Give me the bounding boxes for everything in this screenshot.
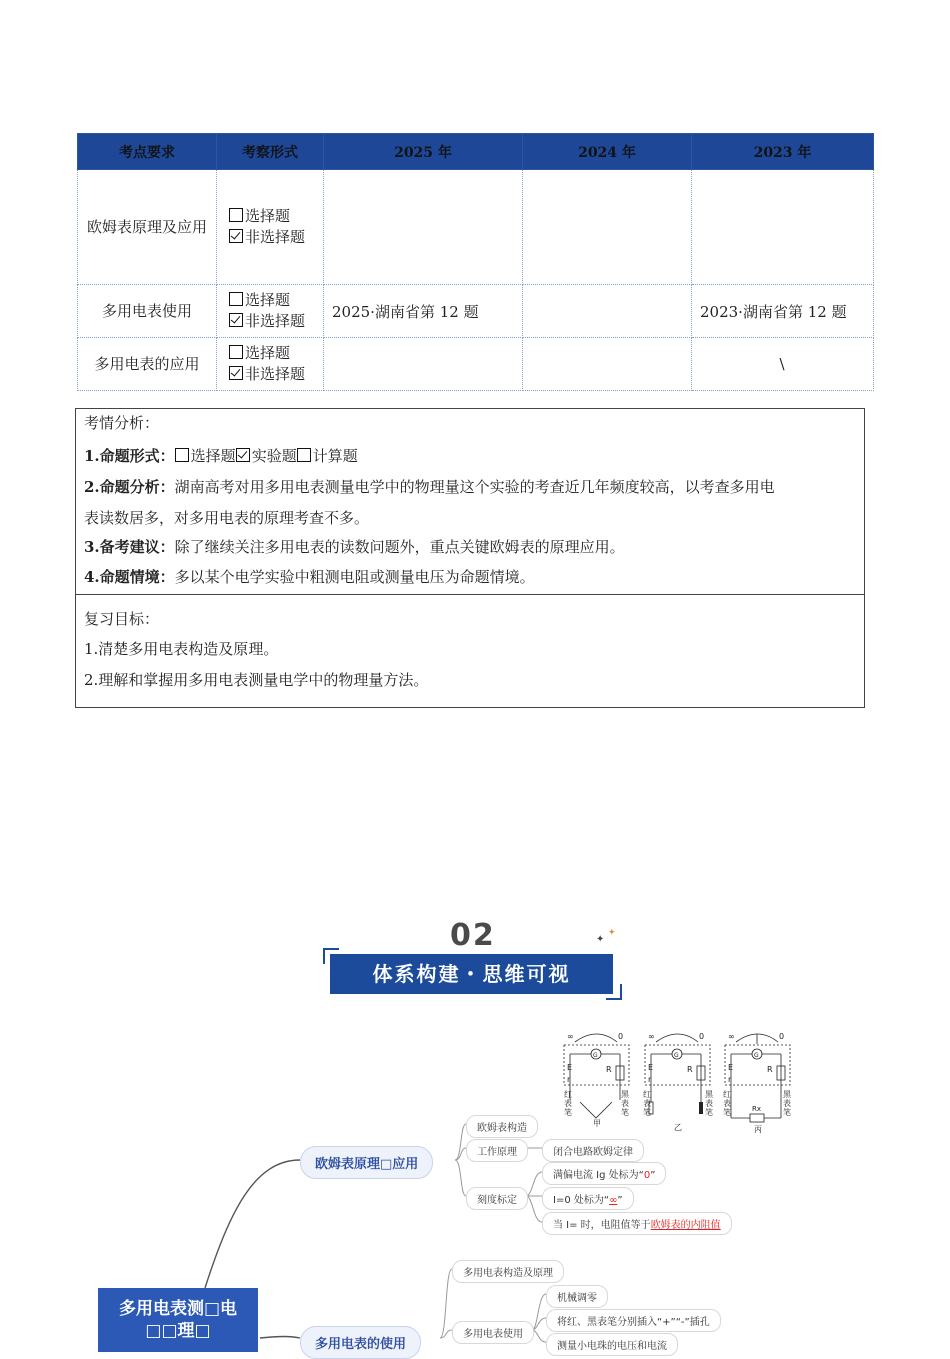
svg-text:黑: 黑 bbox=[621, 1090, 629, 1099]
svg-text:红: 红 bbox=[723, 1090, 731, 1099]
topic-cell: 多用电表使用 bbox=[78, 285, 217, 338]
svg-text:r: r bbox=[648, 1075, 652, 1084]
svg-text:笔: 笔 bbox=[705, 1108, 713, 1117]
line-label: 1.命题形式： bbox=[84, 447, 175, 465]
node-text: 满偏电流 Ig 处标为“ bbox=[553, 1170, 644, 1181]
option-label: 非选择题 bbox=[245, 228, 306, 246]
svg-text:表: 表 bbox=[783, 1099, 791, 1108]
branch-multimeter-use[interactable]: 多用电表的使用 bbox=[300, 1326, 421, 1359]
year-cell: 2023·湖南省第 12 题 bbox=[692, 285, 874, 338]
node-value: 0 bbox=[643, 1170, 651, 1181]
circuit-label: 丙 bbox=[754, 1125, 762, 1134]
svg-text:E: E bbox=[567, 1063, 573, 1072]
node-ohm-law[interactable]: 闭合电路欧姆定律 bbox=[542, 1139, 644, 1162]
svg-text:笔: 笔 bbox=[564, 1108, 572, 1117]
option-label: 选择题 bbox=[245, 207, 291, 225]
analysis-heading: 考情分析： bbox=[84, 414, 160, 432]
year-cell: \ bbox=[692, 338, 874, 391]
sparkle-icon: ✦ bbox=[596, 934, 605, 945]
svg-text:r: r bbox=[728, 1075, 732, 1084]
review-heading: 复习目标： bbox=[84, 610, 160, 628]
node-working-principle[interactable]: 工作原理 bbox=[466, 1139, 528, 1162]
option-label: 计算题 bbox=[312, 447, 358, 465]
svg-text:笔: 笔 bbox=[643, 1108, 651, 1117]
line-text: 除了继续关注多用电表的读数问题外，重点关键欧姆表的原理应用。 bbox=[174, 538, 625, 556]
line-text: 湖南高考对用多用电表测量电学中的物理量这个实验的考查近几年频度较高，以考查多用电 bbox=[174, 478, 775, 496]
option-label: 非选择题 bbox=[245, 365, 306, 383]
node-text: I=0 处标为“ bbox=[553, 1195, 610, 1206]
svg-text:表: 表 bbox=[643, 1099, 651, 1108]
svg-text:笔: 笔 bbox=[621, 1108, 629, 1117]
header-cell: 考点要求 bbox=[78, 134, 217, 170]
node-mechanical-zero[interactable]: 机械调零 bbox=[546, 1285, 608, 1308]
node-text: ” bbox=[617, 1195, 623, 1206]
section-number: 02 bbox=[450, 918, 496, 953]
circuit-diagram-1 bbox=[564, 1032, 630, 1128]
line-text: 多以某个电学实验中粗测电阻或测量电压为命题情境。 bbox=[174, 568, 535, 586]
svg-text:黑: 黑 bbox=[783, 1090, 791, 1099]
option-label: 选择题 bbox=[245, 291, 291, 309]
node-text: 当 I= 时，电阻值等于 bbox=[553, 1220, 651, 1231]
svg-text:0: 0 bbox=[779, 1032, 785, 1041]
option-label: 选择题 bbox=[245, 344, 291, 362]
svg-text:∞: ∞ bbox=[567, 1032, 574, 1041]
node-measure-bulb[interactable]: 测量小电珠的电压和电流 bbox=[546, 1333, 678, 1356]
node-scale-zero[interactable] bbox=[542, 1187, 634, 1210]
svg-text:∞: ∞ bbox=[648, 1032, 655, 1041]
svg-text:笔: 笔 bbox=[783, 1108, 791, 1117]
circuit-diagram-3 bbox=[723, 1032, 792, 1134]
header-cell: 2023 年 bbox=[692, 134, 874, 170]
sparkle-icon: ✦ bbox=[608, 928, 616, 938]
node-value: 欧姆表的内阻值 bbox=[650, 1220, 721, 1231]
option-label: 实验题 bbox=[251, 447, 297, 465]
svg-text:表: 表 bbox=[564, 1099, 572, 1108]
svg-text:黑: 黑 bbox=[705, 1090, 713, 1099]
root-line: 多用电表测□电 bbox=[118, 1299, 238, 1319]
node-multimeter-usage[interactable]: 多用电表使用 bbox=[452, 1321, 534, 1344]
header-cell: 2025 年 bbox=[324, 134, 523, 170]
circuit-label: 甲 bbox=[593, 1119, 601, 1128]
branch-ohmmeter[interactable]: 欧姆表原理□应用 bbox=[300, 1146, 433, 1179]
svg-text:笔: 笔 bbox=[723, 1108, 731, 1117]
svg-text:E: E bbox=[728, 1063, 734, 1072]
year-cell: 2025·湖南省第 12 题 bbox=[324, 285, 523, 338]
section-title: 体系构建・思维可视 bbox=[330, 954, 613, 994]
circuit-label: 乙 bbox=[674, 1123, 682, 1132]
svg-text:G: G bbox=[593, 1052, 598, 1059]
svg-text:R: R bbox=[606, 1065, 612, 1074]
mindmap-root bbox=[98, 1288, 258, 1352]
node-value: ∞ bbox=[609, 1195, 618, 1206]
svg-text:r: r bbox=[567, 1075, 571, 1084]
header-cell: 2024 年 bbox=[523, 134, 692, 170]
svg-text:0: 0 bbox=[699, 1032, 705, 1041]
review-item: 2.理解和掌握用多用电表测量电学中的物理量方法。 bbox=[84, 671, 429, 689]
option-label: 非选择题 bbox=[245, 312, 306, 330]
svg-text:表: 表 bbox=[723, 1099, 731, 1108]
svg-text:表: 表 bbox=[621, 1099, 629, 1108]
svg-text:Rx: Rx bbox=[752, 1105, 762, 1113]
review-item: 1.清楚多用电表构造及原理。 bbox=[84, 640, 279, 658]
topic-cell: 多用电表的应用 bbox=[78, 338, 217, 391]
svg-text:0: 0 bbox=[618, 1032, 624, 1041]
node-insert-probes[interactable]: 将红、黑表笔分别插入“+”“-”插孔 bbox=[546, 1309, 721, 1332]
circuit-diagram-2 bbox=[643, 1032, 714, 1132]
svg-text:R: R bbox=[767, 1065, 773, 1074]
svg-text:E: E bbox=[648, 1063, 654, 1072]
node-scale-calibration[interactable]: 刻度标定 bbox=[466, 1187, 528, 1210]
topic-cell: 欧姆表原理及应用 bbox=[78, 170, 217, 285]
node-text: ” bbox=[650, 1170, 656, 1181]
node-scale-full[interactable] bbox=[542, 1162, 666, 1185]
svg-text:表: 表 bbox=[705, 1099, 713, 1108]
svg-text:红: 红 bbox=[564, 1090, 572, 1099]
header-cell: 考察形式 bbox=[217, 134, 324, 170]
svg-text:红: 红 bbox=[643, 1090, 651, 1099]
line-label: 2.命题分析： bbox=[84, 478, 175, 496]
node-scale-mid[interactable] bbox=[542, 1212, 732, 1235]
line-label: 3.备考建议： bbox=[84, 538, 175, 556]
option-label: 选择题 bbox=[190, 447, 236, 465]
svg-text:∞: ∞ bbox=[728, 1032, 735, 1041]
svg-text:G: G bbox=[754, 1052, 759, 1059]
node-ohmmeter-structure[interactable]: 欧姆表构造 bbox=[466, 1115, 538, 1138]
svg-text:R: R bbox=[687, 1065, 693, 1074]
root-line: □□理□ bbox=[145, 1321, 211, 1341]
line-label: 4.命题情境： bbox=[84, 568, 175, 586]
node-multimeter-structure[interactable]: 多用电表构造及原理 bbox=[452, 1260, 564, 1283]
analysis-line-2-cont: 表读数居多，对多用电表的原理考查不多。 bbox=[84, 509, 370, 527]
svg-text:G: G bbox=[674, 1052, 679, 1059]
